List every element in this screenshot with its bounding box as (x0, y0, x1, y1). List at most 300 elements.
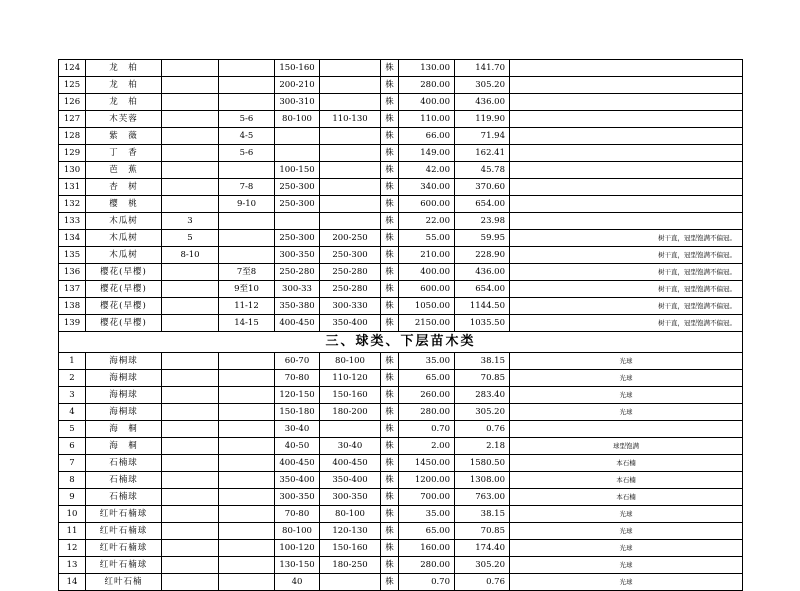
price-1-cell: 340.00 (399, 179, 455, 196)
price-1-cell: 700.00 (399, 489, 455, 506)
price-2-cell: 70.85 (455, 370, 510, 387)
remark-cell (510, 111, 743, 128)
unit-cell: 株 (381, 353, 399, 370)
height-range-cell: 250-300 (275, 230, 320, 247)
remark-cell: 树干直，冠型饱满不偏冠。 (510, 298, 743, 315)
row-number-cell: 134 (59, 230, 86, 247)
price-1-cell: 0.70 (399, 574, 455, 591)
spec-2-cell: 4-5 (219, 128, 275, 145)
price-2-cell: 654.00 (455, 196, 510, 213)
spec-2-cell (219, 247, 275, 264)
remark-cell (510, 196, 743, 213)
plant-name-cell: 樱 桃 (86, 196, 162, 213)
section-header-row (59, 332, 743, 353)
spec-2-cell: 9至10 (219, 281, 275, 298)
price-2-cell: 70.85 (455, 523, 510, 540)
height-range-cell: 200-210 (275, 77, 320, 94)
price-2-cell: 0.76 (455, 574, 510, 591)
crown-range-cell: 110-120 (320, 370, 381, 387)
spec-2-cell (219, 489, 275, 506)
remark-cell: 光球 (510, 353, 743, 370)
crown-range-cell (320, 213, 381, 230)
remark-cell: 本石楠 (510, 455, 743, 472)
height-range-cell: 30-40 (275, 421, 320, 438)
price-1-cell: 600.00 (399, 281, 455, 298)
height-range-cell: 300-350 (275, 247, 320, 264)
row-number-cell: 137 (59, 281, 86, 298)
price-2-cell: 71.94 (455, 128, 510, 145)
price-1-cell: 280.00 (399, 404, 455, 421)
spec-2-cell (219, 230, 275, 247)
row-number-cell: 128 (59, 128, 86, 145)
plant-name-cell: 石楠球 (86, 472, 162, 489)
unit-cell: 株 (381, 94, 399, 111)
crown-range-cell (320, 94, 381, 111)
spec-2-cell: 9-10 (219, 196, 275, 213)
spec-1-cell (162, 111, 219, 128)
row-number-cell: 127 (59, 111, 86, 128)
row-number-cell: 3 (59, 387, 86, 404)
spec-2-cell: 5-6 (219, 111, 275, 128)
row-number-cell: 129 (59, 145, 86, 162)
price-1-cell: 55.00 (399, 230, 455, 247)
spec-2-cell (219, 506, 275, 523)
crown-range-cell: 250-280 (320, 264, 381, 281)
unit-cell: 株 (381, 315, 399, 332)
remark-cell (510, 162, 743, 179)
remark-cell: 本石楠 (510, 489, 743, 506)
price-2-cell: 119.90 (455, 111, 510, 128)
price-1-cell: 400.00 (399, 94, 455, 111)
price-1-cell: 149.00 (399, 145, 455, 162)
price-1-cell: 280.00 (399, 557, 455, 574)
plant-name-cell: 红叶石楠球 (86, 506, 162, 523)
crown-range-cell: 200-250 (320, 230, 381, 247)
price-2-cell: 162.41 (455, 145, 510, 162)
crown-range-cell: 400-450 (320, 455, 381, 472)
unit-cell: 株 (381, 298, 399, 315)
unit-cell: 株 (381, 370, 399, 387)
table-row (59, 506, 743, 523)
crown-range-cell (320, 128, 381, 145)
plant-name-cell: 石楠球 (86, 489, 162, 506)
spec-1-cell (162, 404, 219, 421)
unit-cell: 株 (381, 196, 399, 213)
remark-cell: 光球 (510, 523, 743, 540)
spec-1-cell (162, 264, 219, 281)
spec-1-cell (162, 438, 219, 455)
unit-cell: 株 (381, 264, 399, 281)
plant-name-cell: 木芙蓉 (86, 111, 162, 128)
spec-2-cell: 11-12 (219, 298, 275, 315)
row-number-cell: 13 (59, 557, 86, 574)
plant-name-cell: 樱花(早樱) (86, 281, 162, 298)
row-number-cell: 5 (59, 421, 86, 438)
table-row (59, 387, 743, 404)
height-range-cell: 60-70 (275, 353, 320, 370)
price-1-cell: 1450.00 (399, 455, 455, 472)
plant-name-cell: 木瓜树 (86, 213, 162, 230)
unit-cell: 株 (381, 77, 399, 94)
height-range-cell: 350-400 (275, 472, 320, 489)
row-number-cell: 14 (59, 574, 86, 591)
spec-2-cell (219, 94, 275, 111)
unit-cell: 株 (381, 213, 399, 230)
spec-1-cell (162, 370, 219, 387)
price-1-cell: 65.00 (399, 523, 455, 540)
spec-2-cell: 5-6 (219, 145, 275, 162)
spec-2-cell (219, 540, 275, 557)
row-number-cell: 12 (59, 540, 86, 557)
unit-cell: 株 (381, 179, 399, 196)
table-row (59, 557, 743, 574)
remark-cell: 树干直，冠型饱满不偏冠。 (510, 264, 743, 281)
height-range-cell: 150-180 (275, 404, 320, 421)
crown-range-cell: 180-250 (320, 557, 381, 574)
remark-cell (510, 145, 743, 162)
crown-range-cell: 350-400 (320, 315, 381, 332)
table-row (59, 574, 743, 591)
spec-2-cell (219, 455, 275, 472)
plant-name-cell: 龙 柏 (86, 77, 162, 94)
spec-2-cell (219, 404, 275, 421)
spec-1-cell (162, 77, 219, 94)
spec-2-cell (219, 557, 275, 574)
plant-name-cell: 海桐球 (86, 387, 162, 404)
spec-2-cell (219, 60, 275, 77)
unit-cell: 株 (381, 574, 399, 591)
unit-cell: 株 (381, 438, 399, 455)
price-2-cell: 370.60 (455, 179, 510, 196)
unit-cell: 株 (381, 128, 399, 145)
spec-1-cell (162, 128, 219, 145)
spec-1-cell (162, 353, 219, 370)
row-number-cell: 131 (59, 179, 86, 196)
price-1-cell: 600.00 (399, 196, 455, 213)
spec-1-cell (162, 421, 219, 438)
plant-name-cell: 海桐球 (86, 353, 162, 370)
price-2-cell: 1035.50 (455, 315, 510, 332)
crown-range-cell: 80-100 (320, 353, 381, 370)
remark-cell (510, 128, 743, 145)
spec-2-cell (219, 421, 275, 438)
plant-name-cell: 红叶石楠球 (86, 557, 162, 574)
height-range-cell (275, 213, 320, 230)
table-row (59, 298, 743, 315)
plant-name-cell: 龙 柏 (86, 94, 162, 111)
table-row (59, 438, 743, 455)
row-number-cell: 125 (59, 77, 86, 94)
price-2-cell: 763.00 (455, 489, 510, 506)
remark-cell (510, 77, 743, 94)
price-1-cell: 1200.00 (399, 472, 455, 489)
crown-range-cell: 300-330 (320, 298, 381, 315)
table-row (59, 213, 743, 230)
row-number-cell: 10 (59, 506, 86, 523)
table-row (59, 523, 743, 540)
plant-name-cell: 龙 柏 (86, 60, 162, 77)
row-number-cell: 9 (59, 489, 86, 506)
spec-2-cell (219, 213, 275, 230)
height-range-cell: 400-450 (275, 455, 320, 472)
spec-2-cell (219, 438, 275, 455)
spec-1-cell: 8-10 (162, 247, 219, 264)
price-2-cell: 305.20 (455, 77, 510, 94)
plant-name-cell: 木瓜树 (86, 230, 162, 247)
plant-name-cell: 紫 薇 (86, 128, 162, 145)
table-row (59, 489, 743, 506)
plant-name-cell: 樱花(早樱) (86, 264, 162, 281)
table-row (59, 179, 743, 196)
price-1-cell: 35.00 (399, 506, 455, 523)
plant-name-cell: 海桐球 (86, 370, 162, 387)
table-row (59, 353, 743, 370)
crown-range-cell (320, 162, 381, 179)
remark-cell: 光球 (510, 404, 743, 421)
price-2-cell: 174.40 (455, 540, 510, 557)
crown-range-cell: 250-280 (320, 281, 381, 298)
row-number-cell: 126 (59, 94, 86, 111)
remark-cell: 球型饱满 (510, 438, 743, 455)
plant-name-cell: 芭 蕉 (86, 162, 162, 179)
table-row (59, 94, 743, 111)
price-2-cell: 436.00 (455, 264, 510, 281)
table-row (59, 281, 743, 298)
unit-cell: 株 (381, 247, 399, 264)
plant-name-cell: 木瓜树 (86, 247, 162, 264)
price-2-cell: 38.15 (455, 506, 510, 523)
spec-2-cell (219, 387, 275, 404)
height-range-cell: 250-300 (275, 196, 320, 213)
price-1-cell: 130.00 (399, 60, 455, 77)
row-number-cell: 11 (59, 523, 86, 540)
height-range-cell: 130-150 (275, 557, 320, 574)
price-2-cell: 141.70 (455, 60, 510, 77)
table-row (59, 111, 743, 128)
unit-cell: 株 (381, 60, 399, 77)
plant-name-cell: 樱花(早樱) (86, 315, 162, 332)
crown-range-cell (320, 179, 381, 196)
spec-1-cell (162, 489, 219, 506)
unit-cell: 株 (381, 230, 399, 247)
price-2-cell: 59.95 (455, 230, 510, 247)
remark-cell (510, 421, 743, 438)
table-row (59, 230, 743, 247)
spec-2-cell (219, 353, 275, 370)
spec-2-cell (219, 370, 275, 387)
row-number-cell: 136 (59, 264, 86, 281)
crown-range-cell: 30-40 (320, 438, 381, 455)
height-range-cell: 300-33 (275, 281, 320, 298)
remark-cell: 光球 (510, 506, 743, 523)
price-2-cell: 436.00 (455, 94, 510, 111)
row-number-cell: 135 (59, 247, 86, 264)
row-number-cell: 133 (59, 213, 86, 230)
remark-cell (510, 94, 743, 111)
plant-name-cell: 红叶石楠球 (86, 523, 162, 540)
remark-cell: 树干直，冠型饱满不偏冠。 (510, 315, 743, 332)
height-range-cell: 80-100 (275, 111, 320, 128)
spec-1-cell (162, 540, 219, 557)
spec-1-cell (162, 145, 219, 162)
price-2-cell: 654.00 (455, 281, 510, 298)
row-number-cell: 132 (59, 196, 86, 213)
remark-cell (510, 213, 743, 230)
unit-cell: 株 (381, 523, 399, 540)
table-row (59, 404, 743, 421)
spec-2-cell: 7至8 (219, 264, 275, 281)
spec-1-cell (162, 162, 219, 179)
crown-range-cell (320, 196, 381, 213)
height-range-cell: 40 (275, 574, 320, 591)
plant-name-cell: 丁 香 (86, 145, 162, 162)
price-2-cell: 283.40 (455, 387, 510, 404)
spec-1-cell (162, 557, 219, 574)
price-1-cell: 280.00 (399, 77, 455, 94)
price-2-cell: 2.18 (455, 438, 510, 455)
height-range-cell: 100-120 (275, 540, 320, 557)
price-1-cell: 2150.00 (399, 315, 455, 332)
remark-cell: 光球 (510, 387, 743, 404)
table-row (59, 60, 743, 77)
height-range-cell: 120-150 (275, 387, 320, 404)
remark-cell: 光球 (510, 557, 743, 574)
price-2-cell: 23.98 (455, 213, 510, 230)
height-range-cell: 250-300 (275, 179, 320, 196)
table-row (59, 247, 743, 264)
spec-1-cell (162, 60, 219, 77)
spec-1-cell (162, 523, 219, 540)
crown-range-cell (320, 60, 381, 77)
height-range-cell: 350-380 (275, 298, 320, 315)
table-row (59, 370, 743, 387)
row-number-cell: 139 (59, 315, 86, 332)
spec-2-cell (219, 523, 275, 540)
price-2-cell: 305.20 (455, 557, 510, 574)
remark-cell (510, 179, 743, 196)
unit-cell: 株 (381, 145, 399, 162)
spec-1-cell (162, 472, 219, 489)
remark-cell: 光球 (510, 370, 743, 387)
unit-cell: 株 (381, 489, 399, 506)
remark-cell: 光球 (510, 574, 743, 591)
price-1-cell: 260.00 (399, 387, 455, 404)
crown-range-cell: 250-300 (320, 247, 381, 264)
spec-2-cell (219, 162, 275, 179)
spec-2-cell (219, 77, 275, 94)
row-number-cell: 124 (59, 60, 86, 77)
height-range-cell: 400-450 (275, 315, 320, 332)
crown-range-cell: 150-160 (320, 387, 381, 404)
row-number-cell: 130 (59, 162, 86, 179)
price-2-cell: 305.20 (455, 404, 510, 421)
spec-1-cell (162, 387, 219, 404)
table-row (59, 196, 743, 213)
row-number-cell: 138 (59, 298, 86, 315)
unit-cell: 株 (381, 472, 399, 489)
price-1-cell: 210.00 (399, 247, 455, 264)
spec-1-cell (162, 179, 219, 196)
height-range-cell (275, 145, 320, 162)
plant-name-cell: 海桐球 (86, 404, 162, 421)
spec-1-cell: 3 (162, 213, 219, 230)
price-1-cell: 110.00 (399, 111, 455, 128)
table-row (59, 145, 743, 162)
remark-cell: 光球 (510, 540, 743, 557)
spec-2-cell: 14-15 (219, 315, 275, 332)
unit-cell: 株 (381, 111, 399, 128)
height-range-cell: 70-80 (275, 506, 320, 523)
table-row (59, 162, 743, 179)
row-number-cell: 6 (59, 438, 86, 455)
height-range-cell: 70-80 (275, 370, 320, 387)
table-row (59, 421, 743, 438)
spec-2-cell (219, 574, 275, 591)
remark-cell: 树干直，冠型饱满不偏冠。 (510, 230, 743, 247)
height-range-cell: 150-160 (275, 60, 320, 77)
price-1-cell: 160.00 (399, 540, 455, 557)
price-2-cell: 1144.50 (455, 298, 510, 315)
unit-cell: 株 (381, 281, 399, 298)
spec-1-cell (162, 196, 219, 213)
remark-cell (510, 60, 743, 77)
crown-range-cell (320, 145, 381, 162)
crown-range-cell: 350-400 (320, 472, 381, 489)
height-range-cell: 80-100 (275, 523, 320, 540)
unit-cell: 株 (381, 404, 399, 421)
price-1-cell: 2.00 (399, 438, 455, 455)
section-title: 三、球类、下层苗木类 (59, 332, 743, 353)
spec-1-cell (162, 506, 219, 523)
remark-cell: 本石楠 (510, 472, 743, 489)
plant-name-cell: 海 桐 (86, 438, 162, 455)
spec-1-cell: 5 (162, 230, 219, 247)
price-2-cell: 45.78 (455, 162, 510, 179)
plant-name-cell: 海 桐 (86, 421, 162, 438)
table-row (59, 128, 743, 145)
spec-2-cell: 7-8 (219, 179, 275, 196)
price-1-cell: 400.00 (399, 264, 455, 281)
row-number-cell: 1 (59, 353, 86, 370)
table-row (59, 455, 743, 472)
spec-1-cell (162, 94, 219, 111)
table-row (59, 315, 743, 332)
row-number-cell: 2 (59, 370, 86, 387)
price-1-cell: 22.00 (399, 213, 455, 230)
price-1-cell: 66.00 (399, 128, 455, 145)
crown-range-cell: 180-200 (320, 404, 381, 421)
row-number-cell: 7 (59, 455, 86, 472)
remark-cell: 树干直，冠型饱满不偏冠。 (510, 281, 743, 298)
price-2-cell: 1308.00 (455, 472, 510, 489)
height-range-cell: 300-350 (275, 489, 320, 506)
crown-range-cell: 120-130 (320, 523, 381, 540)
price-2-cell: 0.76 (455, 421, 510, 438)
crown-range-cell: 300-350 (320, 489, 381, 506)
spec-1-cell (162, 574, 219, 591)
plant-name-cell: 樱花(早樱) (86, 298, 162, 315)
height-range-cell (275, 128, 320, 145)
price-2-cell: 1580.50 (455, 455, 510, 472)
price-table (58, 59, 743, 591)
unit-cell: 株 (381, 162, 399, 179)
crown-range-cell (320, 421, 381, 438)
table-row (59, 540, 743, 557)
spec-1-cell (162, 315, 219, 332)
price-1-cell: 35.00 (399, 353, 455, 370)
price-2-cell: 38.15 (455, 353, 510, 370)
table-row (59, 472, 743, 489)
